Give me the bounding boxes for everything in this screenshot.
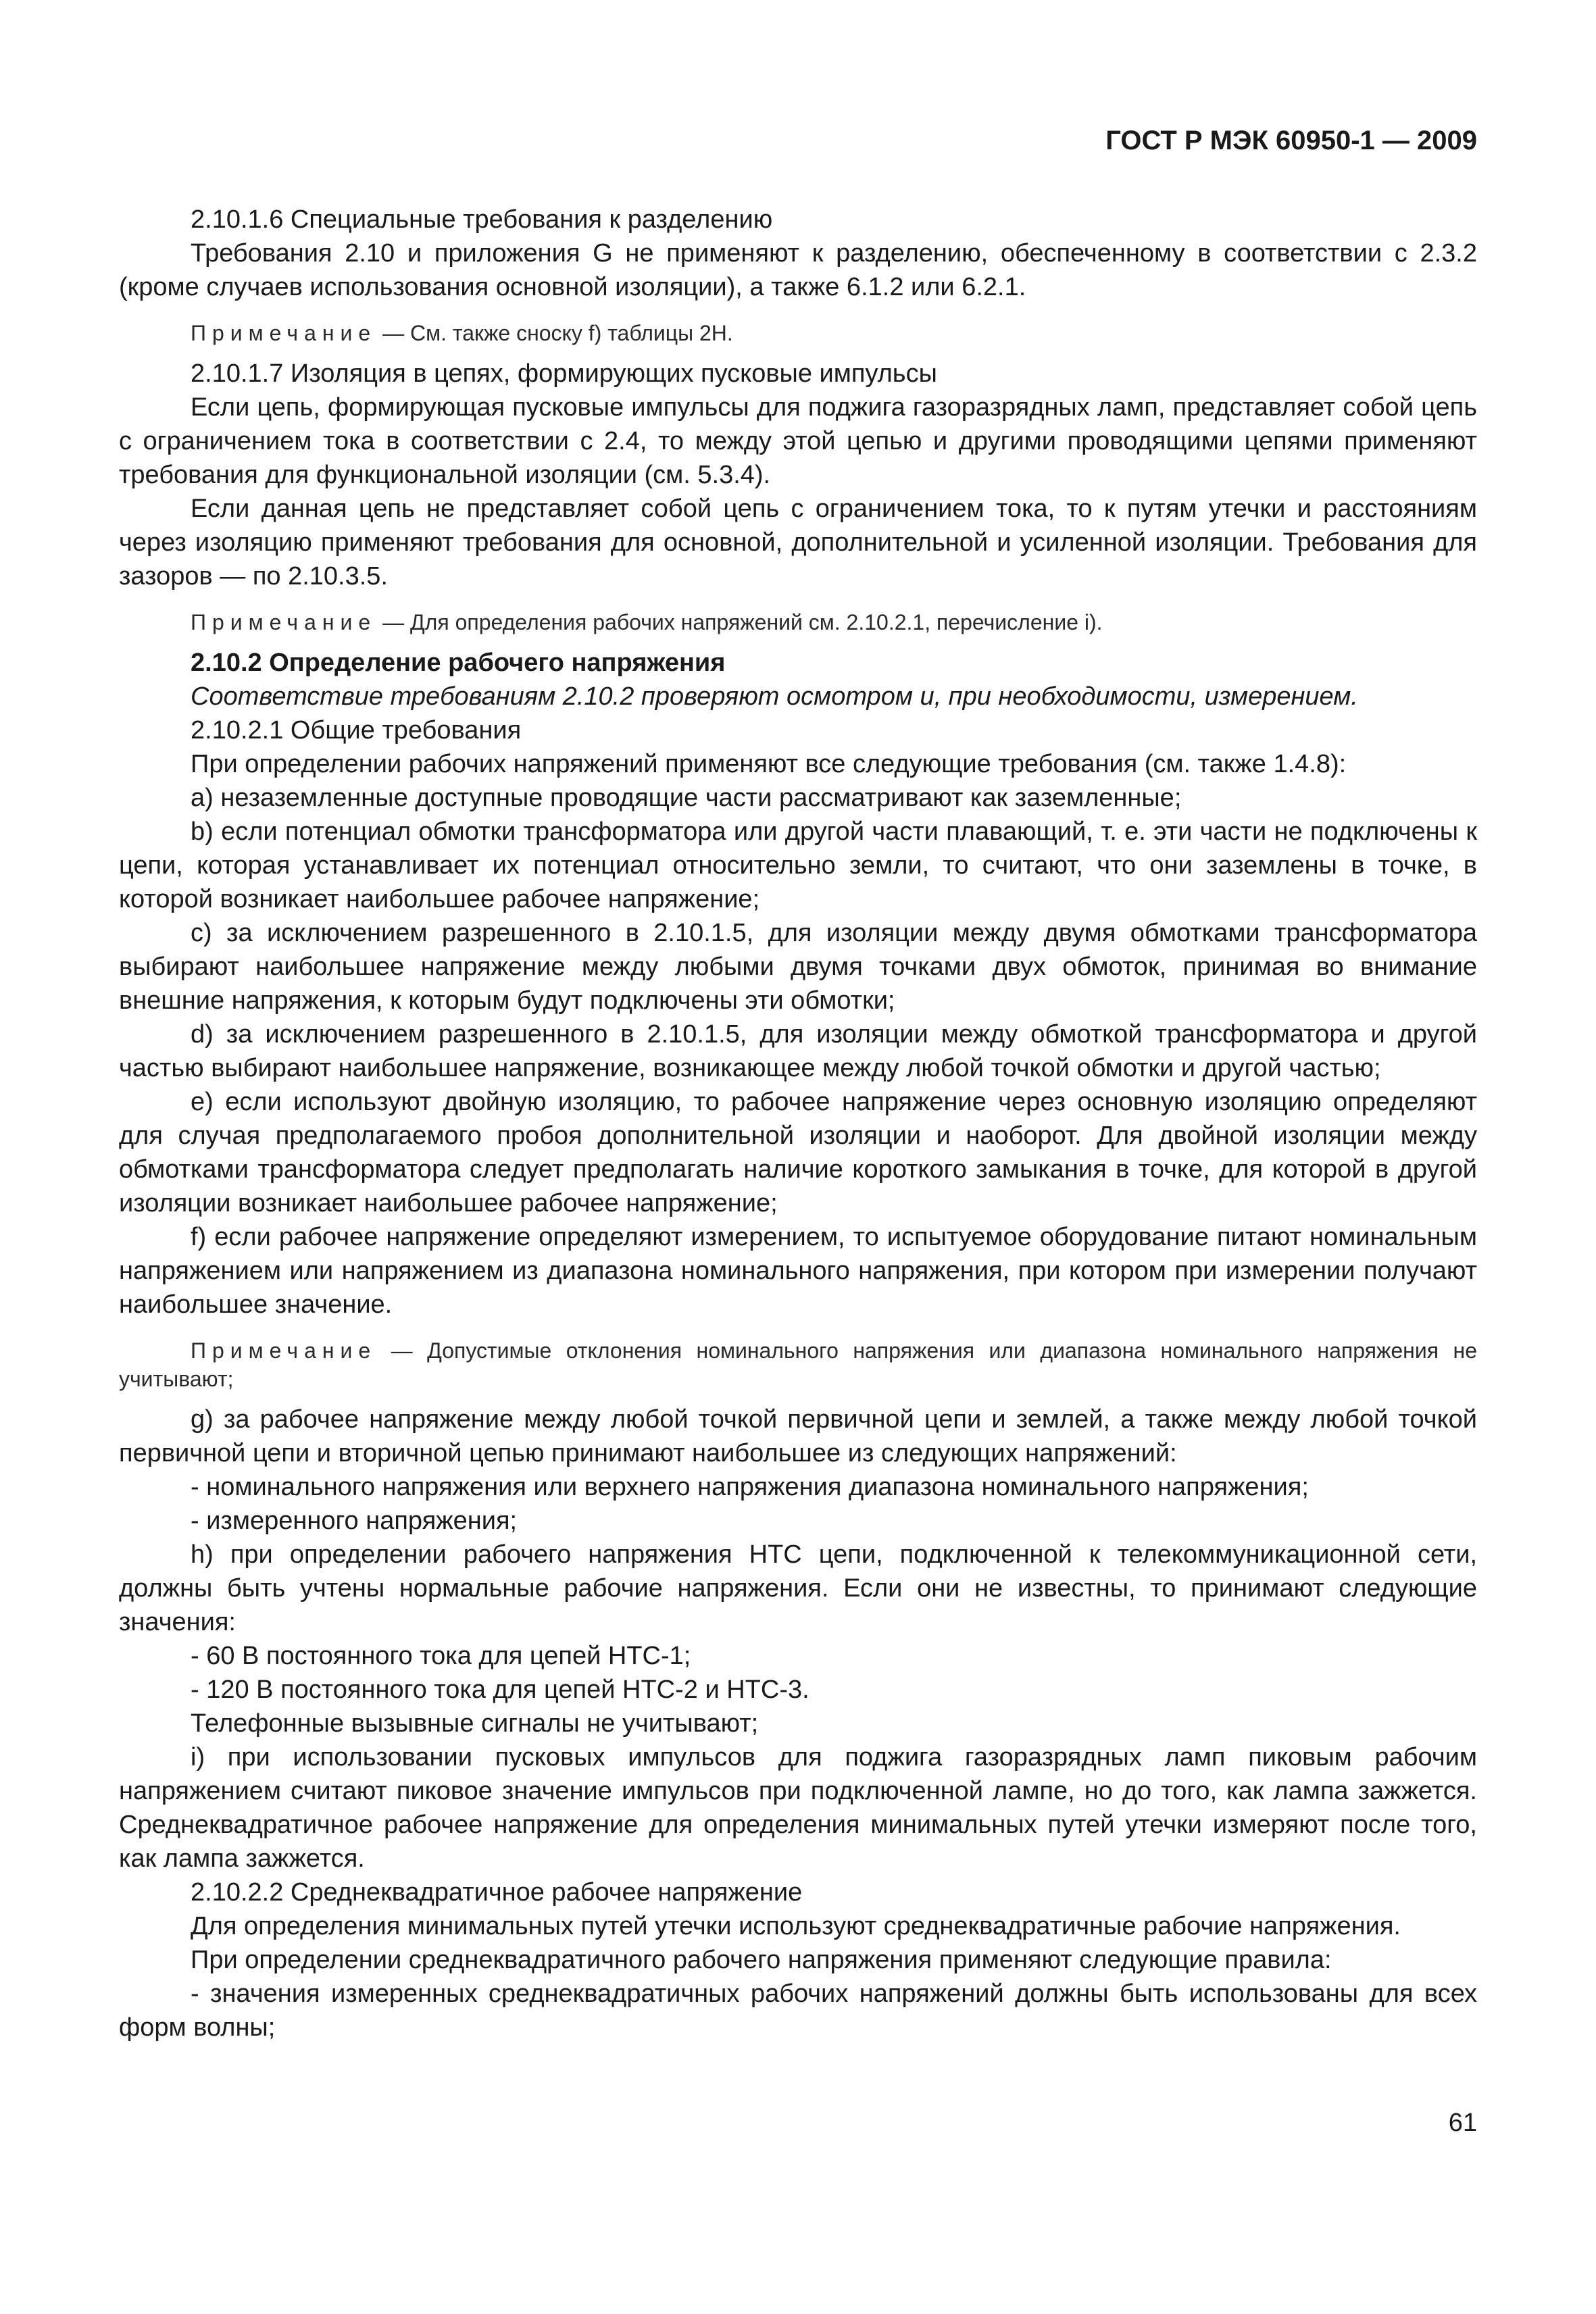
note bbox=[119, 1336, 1477, 1393]
document-body bbox=[119, 203, 1477, 2044]
note bbox=[119, 319, 1477, 347]
list-item: i) при использовании пусковых импульсов для поджига газоразрядных ламп пиковым рабочим напряжением считают пиковое значение импульсов при подключенной лампе, но до того, как лампа зажжется. Среднеквадратичное рабочее напряжение для определения минимальных путей утечки измеряют после того, как лампа зажжется. bbox=[119, 1743, 1477, 1873]
list-item: d) за исключением разрешенного в 2.10.1.5, для изоляции между обмоткой трансформатора и другой частью выбирают наибольшее напряжение, возникающее между любой точкой обмотки и другой частью; bbox=[119, 1020, 1477, 1082]
compliance-statement: Соответствие требованиям 2.10.2 проверяют осмотром и, при необходимости, измерением. bbox=[191, 682, 1358, 711]
list-item: - 60 В постоянного тока для цепей НТС-1; bbox=[191, 1642, 691, 1670]
note bbox=[119, 608, 1477, 636]
paragraph: Требования 2.10 и приложения G не применяют к разделению, обеспеченному в соответствии с 2.3.2 (кроме случаев использования основной изоляции), а также 6.1.2 или 6.2.1. bbox=[119, 239, 1477, 301]
clause-title: 2.10.1.7 Изоляция в цепях, формирующих пусковые импульсы bbox=[191, 359, 937, 388]
paragraph: Если цепь, формирующая пусковые импульсы для поджига газоразрядных ламп, представляет собой цепь с ограничением тока в соответствии с 2.4, то между этой цепью и другими проводящими цепями применяют требования для функциональной изоляции (см. 5.3.4). bbox=[119, 393, 1477, 489]
document-code: ГОСТ Р МЭК 60950-1 — 2009 bbox=[1105, 126, 1477, 155]
page-number: 61 bbox=[1448, 2109, 1477, 2137]
list-item: - измеренного напряжения; bbox=[191, 1507, 518, 1535]
clause-title: 2.10.2.2 Среднеквадратичное рабочее напряжение bbox=[191, 1878, 803, 1907]
list-item: c) за исключением разрешенного в 2.10.1.5, для изоляции между двумя обмотками трансформатора выбирают наибольшее напряжение между любыми двумя точками двух обмоток, принимая во внимание внешние напряжения, к которым будут подключены эти обмотки; bbox=[119, 919, 1477, 1015]
note-label: Примечание bbox=[191, 1338, 377, 1363]
paragraph: При определении среднеквадратичного рабочего напряжения применяют следующие правила: bbox=[191, 1946, 1332, 1974]
list-item: f) если рабочее напряжение определяют измерением, то испытуемое оборудование питают номинальным напряжением или напряжением из диапазона номинального напряжения, при котором при измерении получают наибольшее значение. bbox=[119, 1223, 1477, 1319]
list-item: - 120 В постоянного тока для цепей НТС-2 и НТС-3. bbox=[191, 1676, 809, 1704]
note-text: — См. также сноску f) таблицы 2Н. bbox=[376, 321, 733, 345]
list-item: e) если используют двойную изоляцию, то рабочее напряжение через основную изоляцию определяют для случая предполагаемого пробоя дополнительной изоляции и наоборот. Для двойной изоляции между обмотками трансформатора следует предполагать наличие короткого замыкания в точке, для которой в другой изоляции возникает наибольшее рабочее напряжение; bbox=[119, 1088, 1477, 1217]
note-text: — Для определения рабочих напряжений см. 2.10.2.1, перечисление i). bbox=[376, 610, 1103, 634]
paragraph: Для определения минимальных путей утечки используют среднеквадратичные рабочие напряжения. bbox=[191, 1912, 1401, 1940]
note-text: — Допустимые отклонения номинального напряжения или диапазона номинального напряжения не учитывают; bbox=[119, 1338, 1477, 1391]
list-item: g) за рабочее напряжение между любой точкой первичной цепи и землей, а также между любой точкой первичной цепи и вторичной цепью принимают наибольшее из следующих напряжений: bbox=[119, 1405, 1477, 1467]
paragraph: При определении рабочих напряжений применяют все следующие требования (см. также 1.4.8): bbox=[191, 750, 1347, 778]
paragraph: Телефонные вызывные сигналы не учитывают; bbox=[191, 1709, 759, 1738]
list-item: - значения измеренных среднеквадратичных рабочих напряжений должны быть использованы для всех форм волны; bbox=[119, 1980, 1477, 2042]
note-label: Примечание bbox=[191, 610, 377, 634]
list-item: b) если потенциал обмотки трансформатора или другой части плавающий, т. е. эти части не подключены к цепи, которая устанавливает их потенциал относительно земли, то считают, что они заземлены в точке, в которой возникает наибольшее рабочее напряжение; bbox=[119, 818, 1477, 913]
paragraph: Если данная цепь не представляет собой цепь с ограничением тока, то к путям утечки и расстояниям через изоляцию применяют требования для основной, дополнительной и усиленной изоляции. Требования для зазоров — по 2.10.3.5. bbox=[119, 495, 1477, 590]
note-label: Примечание bbox=[191, 321, 377, 345]
list-item: a) незаземленные доступные проводящие части рассматривают как заземленные; bbox=[191, 784, 1182, 812]
clause-title: 2.10.1.6 Специальные требования к разделению bbox=[191, 205, 773, 234]
list-item: - номинального напряжения или верхнего напряжения диапазона номинального напряжения; bbox=[191, 1473, 1309, 1501]
list-item: h) при определении рабочего напряжения НТС цепи, подключенной к телекоммуникационной сети, должны быть учтены нормальные рабочие напряжения. Если они не известны, то принимают следующие значения: bbox=[119, 1540, 1477, 1636]
clause-title: 2.10.2.1 Общие требования bbox=[191, 716, 522, 745]
section-heading: 2.10.2 Определение рабочего напряжения bbox=[191, 649, 726, 677]
